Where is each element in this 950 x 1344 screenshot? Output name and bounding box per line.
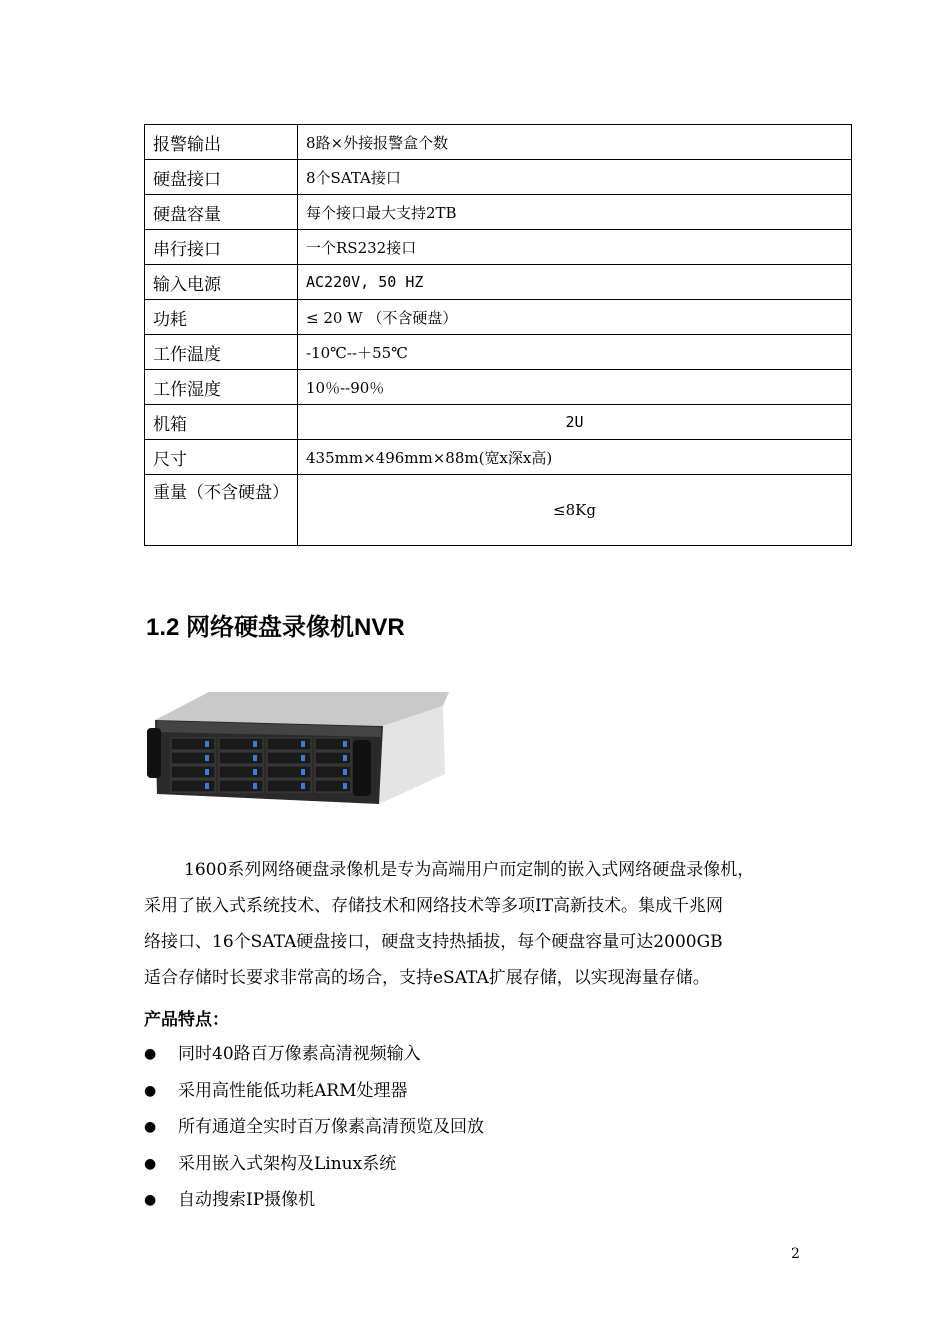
table-row xyxy=(145,370,852,405)
spec-table xyxy=(144,124,852,546)
spec-label: 输入电源 xyxy=(145,265,298,300)
spec-label: 尺寸 xyxy=(145,440,298,475)
bullet-icon: ● xyxy=(144,1082,157,1099)
nvr-device-image xyxy=(143,690,449,808)
bullet-icon: ● xyxy=(144,1046,157,1062)
spec-value: ≤ 20 W （不含硬盘） xyxy=(298,300,852,335)
spec-value: 每个接口最大支持2TB xyxy=(298,195,852,230)
description-line: 1600系列网络硬盘录像机是专为高端用户而定制的嵌入式网络硬盘录像机， xyxy=(184,860,755,880)
bullet-icon: ● xyxy=(144,1119,157,1135)
page-number: 2 xyxy=(791,1246,800,1262)
feature-text: 采用高性能低功耗ARM处理器 xyxy=(178,1080,408,1101)
feature-text: 采用嵌入式架构及Linux系统 xyxy=(178,1153,397,1174)
spec-label: 硬盘接口 xyxy=(145,160,298,195)
feature-text: 同时40路百万像素高清视频输入 xyxy=(178,1044,421,1064)
description-line: 络接口、16个SATA硬盘接口，硬盘支持热插拔，每个硬盘容量可达2000GB xyxy=(144,932,723,952)
list-item xyxy=(144,1182,484,1219)
spec-label: 重量（不含硬盘） xyxy=(145,475,298,546)
bullet-icon: ● xyxy=(144,1155,157,1172)
spec-value: 2U xyxy=(298,405,852,440)
spec-label: 串行接口 xyxy=(145,230,298,265)
spec-label: 工作湿度 xyxy=(145,370,298,405)
table-row xyxy=(145,475,852,546)
spec-value: 8个SATA接口 xyxy=(298,160,852,195)
list-item xyxy=(144,1146,484,1183)
table-row xyxy=(145,405,852,440)
description-line: 采用了嵌入式系统技术、存储技术和网络技术等多项IT高新技术。集成千兆网 xyxy=(144,896,724,916)
product-description xyxy=(144,852,824,996)
feature-text: 所有通道全实时百万像素高清预览及回放 xyxy=(178,1117,484,1137)
table-row xyxy=(145,265,852,300)
spec-label: 硬盘容量 xyxy=(145,195,298,230)
spec-label: 机箱 xyxy=(145,405,298,440)
spec-value: 8路×外接报警盒个数 xyxy=(298,125,852,160)
feature-text: 自动搜索IP摄像机 xyxy=(178,1190,316,1210)
table-row xyxy=(145,230,852,265)
table-row xyxy=(145,160,852,195)
description-line: 适合存储时长要求非常高的场合，支持eSATA扩展存储，以实现海量存储。 xyxy=(144,968,710,988)
table-row xyxy=(145,125,852,160)
table-row xyxy=(145,335,852,370)
section-heading: 1.2 网络硬盘录像机NVR xyxy=(146,614,405,641)
table-row xyxy=(145,440,852,475)
spec-value: 435mm×496mm×88m(宽x深x高) xyxy=(298,440,852,475)
spec-value: 一个RS232接口 xyxy=(298,230,852,265)
table-row xyxy=(145,195,852,230)
spec-value: ≤8Kg xyxy=(298,475,852,546)
features-list xyxy=(144,1036,484,1219)
features-title: 产品特点： xyxy=(144,1010,229,1030)
spec-value: -10℃--＋55℃ xyxy=(298,335,852,370)
spec-value: 10％--90％ xyxy=(298,370,852,405)
bullet-icon: ● xyxy=(144,1192,157,1208)
spec-label: 工作温度 xyxy=(145,335,298,370)
list-item xyxy=(144,1073,484,1110)
spec-value: AC220V, 50 HZ xyxy=(298,265,852,300)
list-item xyxy=(144,1109,484,1146)
table-row xyxy=(145,300,852,335)
list-item xyxy=(144,1036,484,1073)
spec-label: 功耗 xyxy=(145,300,298,335)
spec-label: 报警输出 xyxy=(145,125,298,160)
